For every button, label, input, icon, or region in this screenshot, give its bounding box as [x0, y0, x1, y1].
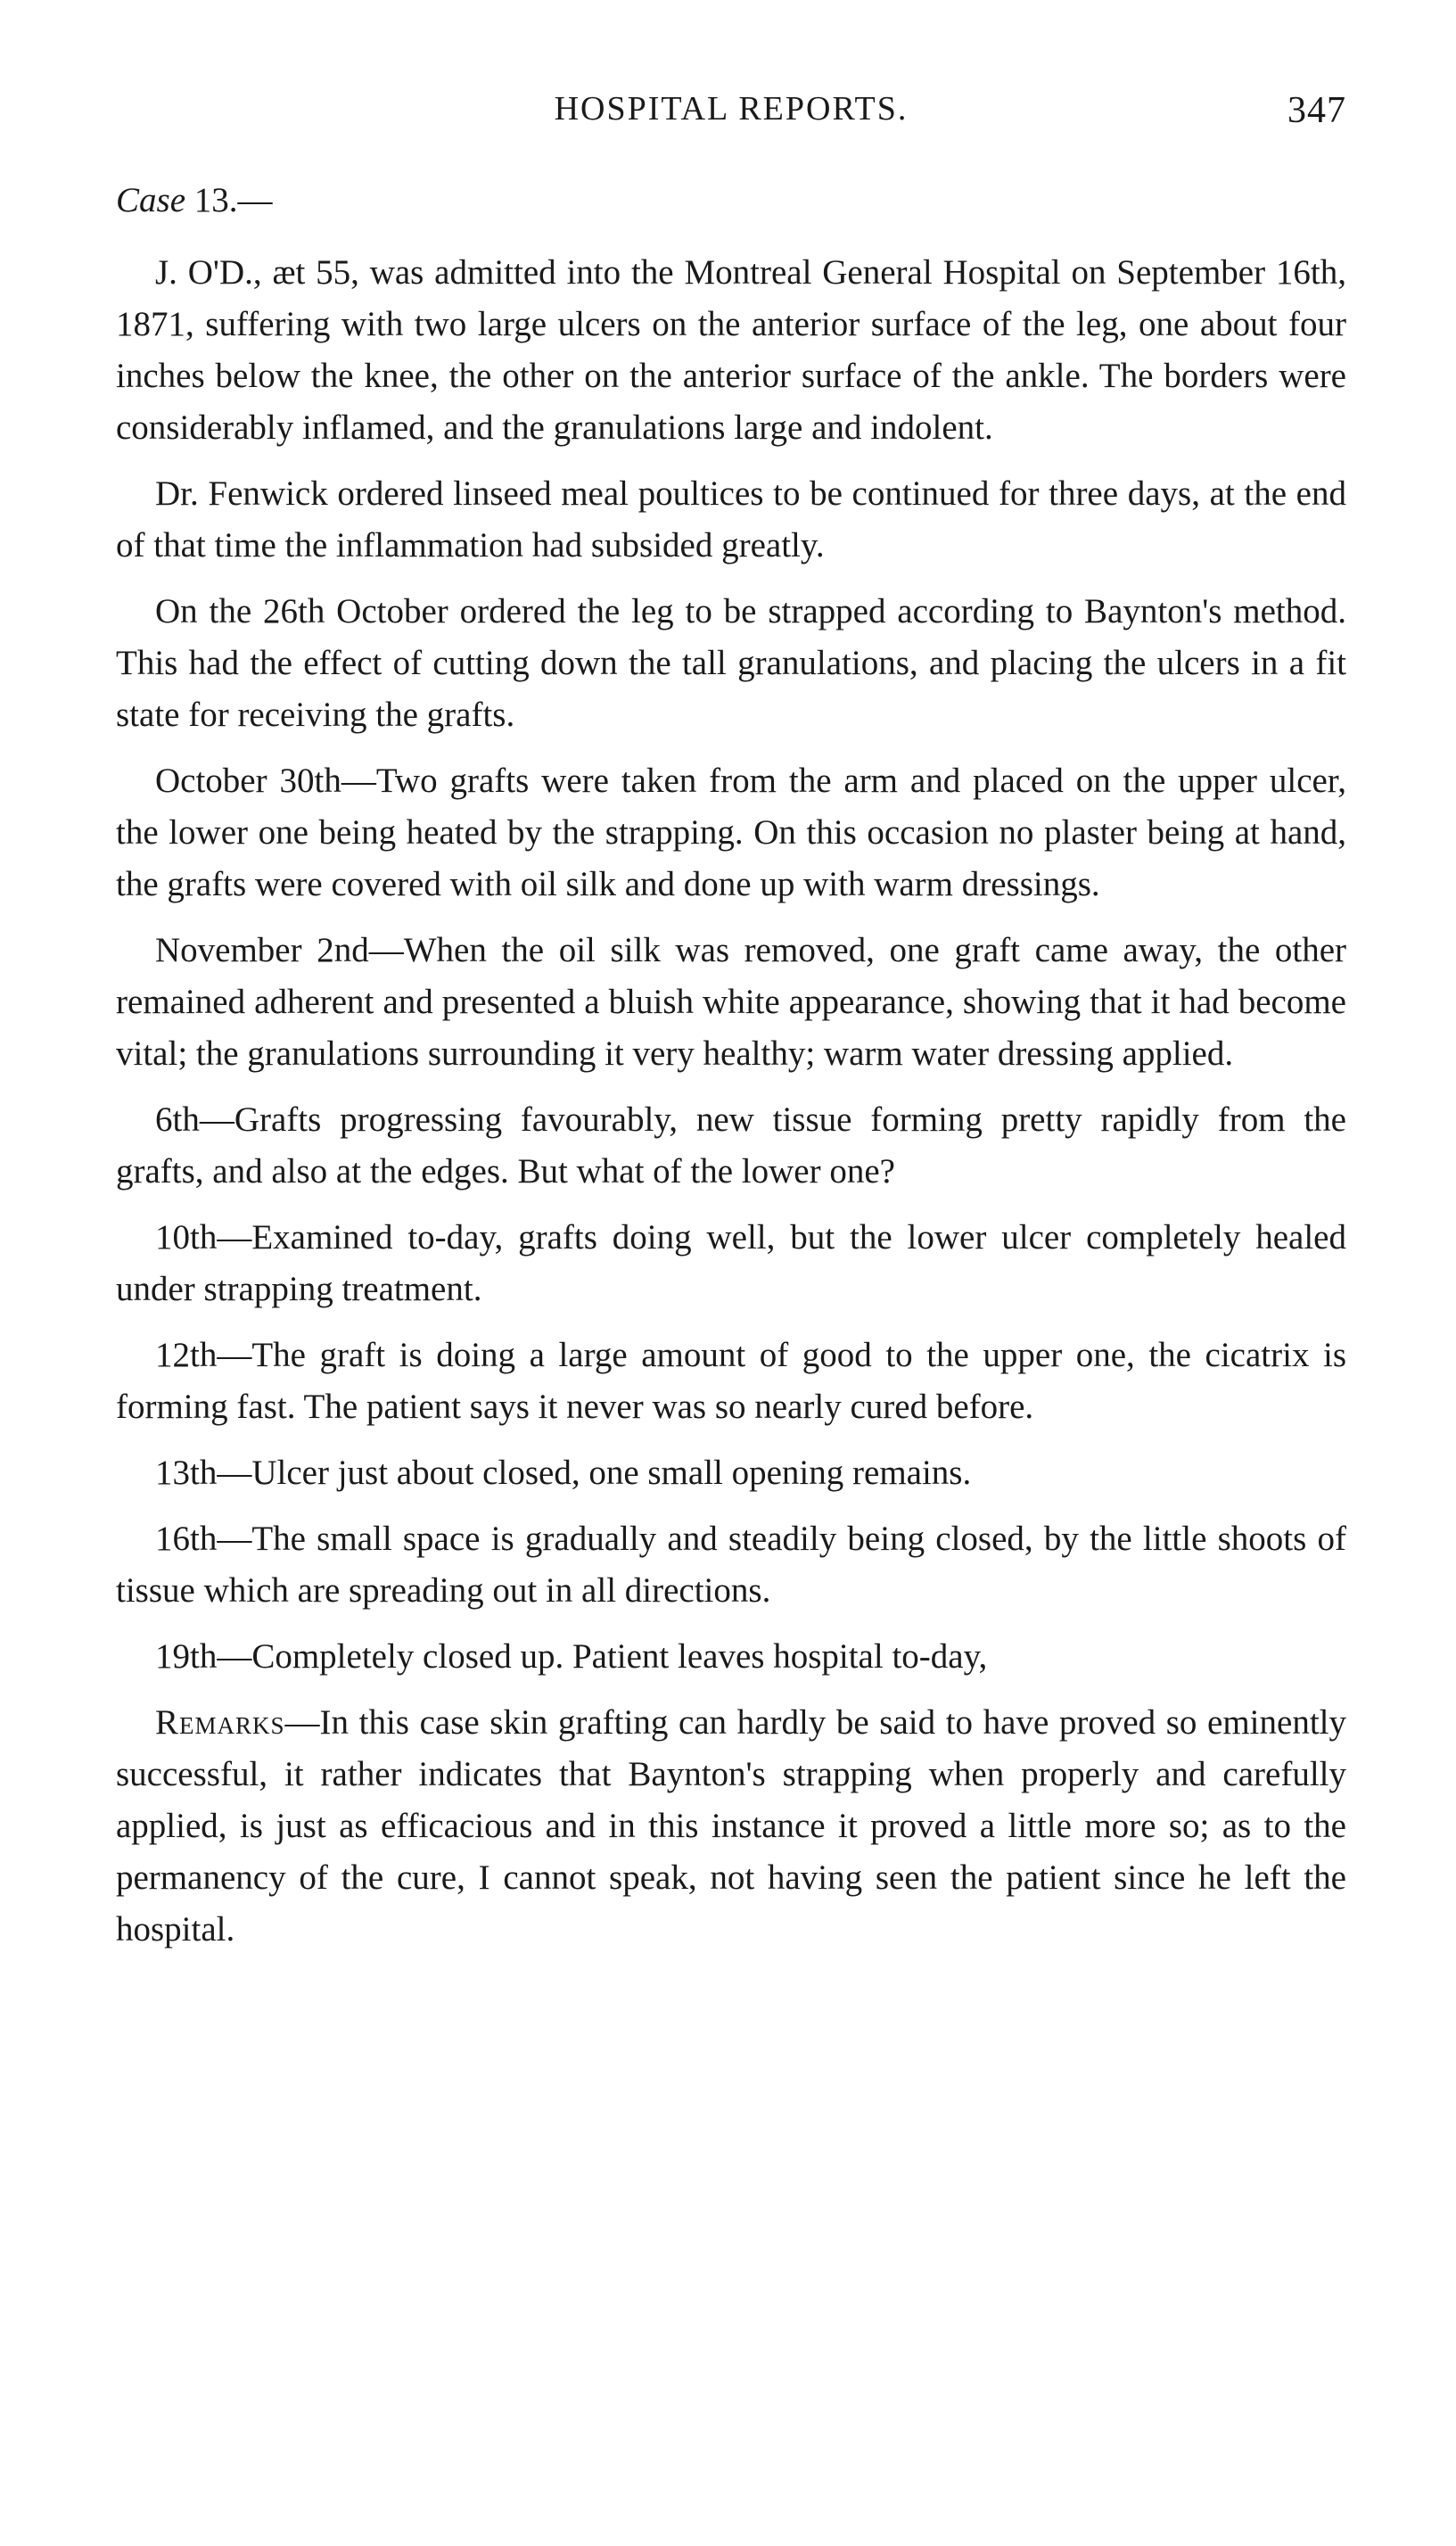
remarks-label: Remarks	[155, 1703, 285, 1742]
paragraph-12th: 12th—The graft is doing a large amount of good to the upper one, the cicatrix is forming fast. The patient says it never was so nearly cured before.	[116, 1336, 1346, 1426]
case-number: 13.—	[193, 181, 273, 219]
case-label: Case	[116, 181, 185, 219]
case-heading	[116, 180, 1346, 220]
running-head-title: HOSPITAL REPORTS.	[554, 90, 909, 128]
paragraph-6th: 6th—Grafts progressing favourably, new tissue forming pretty rapidly from the grafts, and also at the edges. But what of the lower one?	[116, 1100, 1346, 1191]
paragraph-october-30: October 30th—Two grafts were taken from the arm and placed on the upper ulcer, the lower one being heated by the strapping. On this occasion no plaster being at hand, the grafts were covered with oil silk and done up with warm dressings.	[116, 762, 1346, 903]
paragraph-13th: 13th—Ulcer just about closed, one small opening remains.	[155, 1454, 972, 1492]
book-page	[116, 89, 1346, 1956]
page-number: 347	[1287, 90, 1346, 131]
paragraph-admission: J. O'D., æt 55, was admitted into the Montreal General Hospital on September 16th, 1871, suffering with two large ulcers on the anterior surface of the leg, one about four inches below the knee, the other on the anterior surface of the ankle. The borders were considerably inflamed, and the granulations large and indolent.	[116, 253, 1346, 447]
paragraph-november-2: November 2nd—When the oil silk was removed, one graft came away, the other remained adherent and presented a bluish white appearance, showing that it had become vital; the granulations surrounding it very healthy; warm water dressing applied.	[116, 931, 1346, 1073]
paragraph-10th: 10th—Examined to-day, grafts doing well, but the lower ulcer completely healed under strapping treatment.	[116, 1218, 1346, 1308]
paragraph-16th: 16th—The small space is gradually and steadily being closed, by the little shoots of tissue which are spreading out in all directions.	[116, 1520, 1346, 1610]
remarks-text: —In this case skin grafting can hardly be said to have proved so eminently successful, it rather indicates that Baynton's strapping when properly and carefully applied, is just as efficacious and in this instance it proved a little more so; as to the permanency of the cure, I cannot speak, not having seen the patient since he left the hospital.	[116, 1703, 1346, 1949]
running-head	[116, 89, 1346, 143]
paragraph-19th: 19th—Completely closed up. Patient leaves hospital to-day,	[155, 1637, 988, 1676]
paragraph-poultices: Dr. Fenwick ordered linseed meal poultices to be continued for three days, at the end of that time the inflammation had subsided greatly.	[116, 474, 1346, 564]
paragraph-strapping: On the 26th October ordered the leg to be strapped according to Baynton's method. This had the effect of cutting down the tall granulations, and placing the ulcers in a fit state for receiving the grafts.	[116, 592, 1346, 734]
paragraph-remarks	[116, 1697, 1346, 1956]
